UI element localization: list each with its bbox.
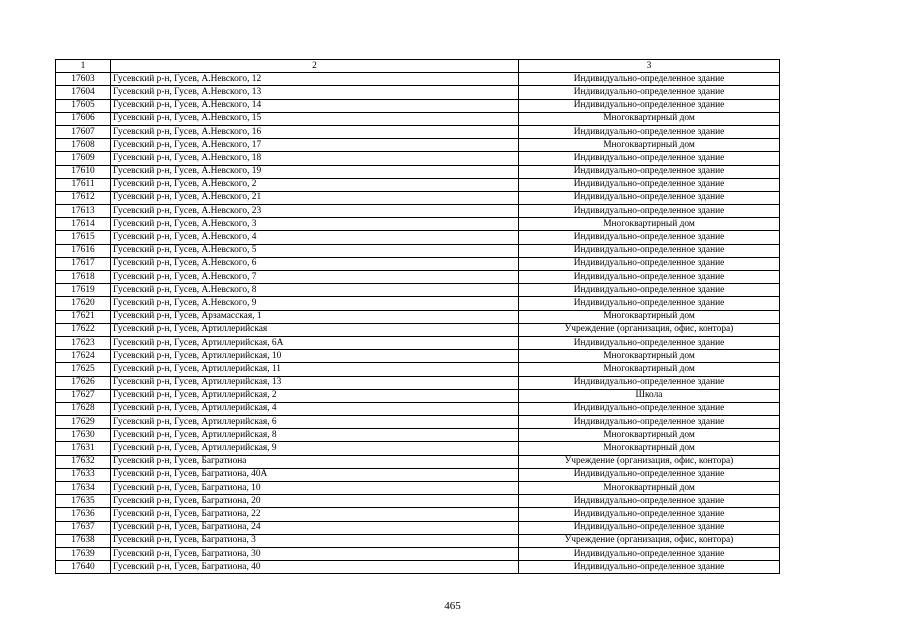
row-building-type: Индивидуально-определенное здание	[519, 468, 780, 481]
row-building-type: Учреждение (организация, офис, контора)	[519, 323, 780, 336]
row-number: 17603	[56, 73, 111, 86]
row-building-type: Индивидуально-определенное здание	[519, 284, 780, 297]
row-building-type: Индивидуально-определенное здание	[519, 178, 780, 191]
table-row	[56, 482, 780, 495]
table-row	[56, 336, 780, 349]
row-address: Гусевский р-н, Гусев, А.Невского, 15	[111, 112, 519, 125]
table-row	[56, 86, 780, 99]
row-address: Гусевский р-н, Гусев, Артиллерийская	[111, 323, 519, 336]
row-address: Гусевский р-н, Гусев, Артиллерийская, 9	[111, 442, 519, 455]
row-address: Гусевский р-н, Гусев, А.Невского, 12	[111, 73, 519, 86]
row-address: Гусевский р-н, Гусев, Артиллерийская, 10	[111, 350, 519, 363]
row-number: 17625	[56, 363, 111, 376]
table-row	[56, 323, 780, 336]
row-number: 17604	[56, 86, 111, 99]
table-row	[56, 429, 780, 442]
table-row	[56, 152, 780, 165]
row-building-type: Индивидуально-определенное здание	[519, 231, 780, 244]
row-building-type: Многоквартирный дом	[519, 363, 780, 376]
column-header-type: 3	[519, 60, 780, 73]
row-address: Гусевский р-н, Гусев, Багратиона	[111, 455, 519, 468]
row-address: Гусевский р-н, Гусев, Багратиона, 40	[111, 561, 519, 574]
row-building-type: Школа	[519, 389, 780, 402]
row-number: 17638	[56, 534, 111, 547]
row-number: 17639	[56, 547, 111, 560]
table-row	[56, 350, 780, 363]
row-number: 17635	[56, 495, 111, 508]
row-building-type: Индивидуально-определенное здание	[519, 508, 780, 521]
table-row	[56, 561, 780, 574]
row-number: 17618	[56, 271, 111, 284]
row-address: Гусевский р-н, Гусев, Багратиона, 22	[111, 508, 519, 521]
table-row	[56, 363, 780, 376]
row-building-type: Многоквартирный дом	[519, 112, 780, 125]
row-number: 17621	[56, 310, 111, 323]
row-building-type: Многоквартирный дом	[519, 310, 780, 323]
row-building-type: Индивидуально-определенное здание	[519, 521, 780, 534]
table-row	[56, 389, 780, 402]
row-address: Гусевский р-н, Гусев, Артиллерийская, 11	[111, 363, 519, 376]
column-header-number: 1	[56, 60, 111, 73]
table-row	[56, 310, 780, 323]
row-number: 17622	[56, 323, 111, 336]
row-building-type: Учреждение (организация, офис, контора)	[519, 534, 780, 547]
table-row	[56, 416, 780, 429]
row-address: Гусевский р-н, Гусев, А.Невского, 7	[111, 271, 519, 284]
table-row	[56, 231, 780, 244]
table-row	[56, 376, 780, 389]
row-building-type: Индивидуально-определенное здание	[519, 205, 780, 218]
row-address: Гусевский р-н, Гусев, Арзамасская, 1	[111, 310, 519, 323]
row-building-type: Индивидуально-определенное здание	[519, 125, 780, 138]
row-address: Гусевский р-н, Гусев, Багратиона, 24	[111, 521, 519, 534]
row-number: 17620	[56, 297, 111, 310]
table-row	[56, 534, 780, 547]
row-number: 17614	[56, 218, 111, 231]
row-number: 17629	[56, 416, 111, 429]
row-address: Гусевский р-н, Гусев, А.Невского, 13	[111, 86, 519, 99]
row-address: Гусевский р-н, Гусев, Артиллерийская, 4	[111, 402, 519, 415]
row-number: 17609	[56, 152, 111, 165]
row-building-type: Многоквартирный дом	[519, 139, 780, 152]
row-building-type: Учреждение (организация, офис, контора)	[519, 455, 780, 468]
row-address: Гусевский р-н, Гусев, Артиллерийская, 6	[111, 416, 519, 429]
table-row	[56, 178, 780, 191]
table-row	[56, 402, 780, 415]
table-row	[56, 271, 780, 284]
row-address: Гусевский р-н, Гусев, Багратиона, 40А	[111, 468, 519, 481]
row-number: 17608	[56, 139, 111, 152]
table-row	[56, 112, 780, 125]
table-row	[56, 205, 780, 218]
table-row	[56, 495, 780, 508]
row-building-type: Многоквартирный дом	[519, 218, 780, 231]
row-number: 17607	[56, 125, 111, 138]
row-building-type: Индивидуально-определенное здание	[519, 336, 780, 349]
row-address: Гусевский р-н, Гусев, Багратиона, 10	[111, 482, 519, 495]
row-building-type: Индивидуально-определенное здание	[519, 547, 780, 560]
row-number: 17628	[56, 402, 111, 415]
table-row	[56, 442, 780, 455]
row-number: 17630	[56, 429, 111, 442]
row-number: 17610	[56, 165, 111, 178]
row-building-type: Индивидуально-определенное здание	[519, 561, 780, 574]
row-number: 17633	[56, 468, 111, 481]
row-address: Гусевский р-н, Гусев, А.Невского, 6	[111, 257, 519, 270]
row-number: 17623	[56, 336, 111, 349]
row-building-type: Индивидуально-определенное здание	[519, 416, 780, 429]
table-row	[56, 508, 780, 521]
row-address: Гусевский р-н, Гусев, Артиллерийская, 13	[111, 376, 519, 389]
row-number: 17606	[56, 112, 111, 125]
row-number: 17631	[56, 442, 111, 455]
row-address: Гусевский р-н, Гусев, Артиллерийская, 6А	[111, 336, 519, 349]
row-number: 17636	[56, 508, 111, 521]
row-building-type: Индивидуально-определенное здание	[519, 244, 780, 257]
row-address: Гусевский р-н, Гусев, А.Невского, 16	[111, 125, 519, 138]
table-row	[56, 218, 780, 231]
row-number: 17611	[56, 178, 111, 191]
row-building-type: Индивидуально-определенное здание	[519, 191, 780, 204]
row-building-type: Индивидуально-определенное здание	[519, 271, 780, 284]
row-address: Гусевский р-н, Гусев, Артиллерийская, 8	[111, 429, 519, 442]
row-building-type: Многоквартирный дом	[519, 482, 780, 495]
row-building-type: Индивидуально-определенное здание	[519, 297, 780, 310]
row-building-type: Многоквартирный дом	[519, 350, 780, 363]
row-number: 17617	[56, 257, 111, 270]
table-row	[56, 125, 780, 138]
row-address: Гусевский р-н, Гусев, А.Невского, 2	[111, 178, 519, 191]
row-address: Гусевский р-н, Гусев, Артиллерийская, 2	[111, 389, 519, 402]
table-row	[56, 244, 780, 257]
row-address: Гусевский р-н, Гусев, А.Невского, 5	[111, 244, 519, 257]
row-number: 17624	[56, 350, 111, 363]
row-building-type: Индивидуально-определенное здание	[519, 257, 780, 270]
page-number: 465	[444, 600, 461, 612]
table-row	[56, 468, 780, 481]
row-number: 17626	[56, 376, 111, 389]
row-address: Гусевский р-н, Гусев, А.Невского, 21	[111, 191, 519, 204]
table-header-row	[56, 60, 780, 73]
table-row	[56, 257, 780, 270]
row-number: 17605	[56, 99, 111, 112]
row-building-type: Индивидуально-определенное здание	[519, 99, 780, 112]
row-building-type: Индивидуально-определенное здание	[519, 152, 780, 165]
row-building-type: Индивидуально-определенное здание	[519, 165, 780, 178]
row-building-type: Многоквартирный дом	[519, 429, 780, 442]
table-row	[56, 165, 780, 178]
row-number: 17627	[56, 389, 111, 402]
table-row	[56, 191, 780, 204]
row-address: Гусевский р-н, Гусев, А.Невского, 8	[111, 284, 519, 297]
row-building-type: Индивидуально-определенное здание	[519, 402, 780, 415]
row-address: Гусевский р-н, Гусев, Багратиона, 20	[111, 495, 519, 508]
row-address: Гусевский р-н, Гусев, Багратиона, 3	[111, 534, 519, 547]
row-address: Гусевский р-н, Гусев, А.Невского, 4	[111, 231, 519, 244]
row-address: Гусевский р-н, Гусев, А.Невского, 9	[111, 297, 519, 310]
table-row	[56, 521, 780, 534]
row-number: 17632	[56, 455, 111, 468]
row-address: Гусевский р-н, Гусев, Багратиона, 30	[111, 547, 519, 560]
row-number: 17616	[56, 244, 111, 257]
building-registry-table	[55, 59, 780, 574]
table-body	[56, 73, 780, 574]
row-number: 17637	[56, 521, 111, 534]
row-building-type: Индивидуально-определенное здание	[519, 86, 780, 99]
row-address: Гусевский р-н, Гусев, А.Невского, 19	[111, 165, 519, 178]
row-number: 17640	[56, 561, 111, 574]
row-address: Гусевский р-н, Гусев, А.Невского, 14	[111, 99, 519, 112]
row-building-type: Индивидуально-определенное здание	[519, 376, 780, 389]
row-number: 17634	[56, 482, 111, 495]
table-row	[56, 139, 780, 152]
row-building-type: Индивидуально-определенное здание	[519, 495, 780, 508]
row-building-type: Индивидуально-определенное здание	[519, 73, 780, 86]
table-row	[56, 297, 780, 310]
row-building-type: Многоквартирный дом	[519, 442, 780, 455]
table-row	[56, 99, 780, 112]
row-number: 17615	[56, 231, 111, 244]
table-row	[56, 284, 780, 297]
table-row	[56, 73, 780, 86]
table-row	[56, 547, 780, 560]
row-number: 17619	[56, 284, 111, 297]
row-address: Гусевский р-н, Гусев, А.Невского, 3	[111, 218, 519, 231]
row-number: 17613	[56, 205, 111, 218]
table-row	[56, 455, 780, 468]
column-header-address: 2	[111, 60, 519, 73]
row-address: Гусевский р-н, Гусев, А.Невского, 23	[111, 205, 519, 218]
row-address: Гусевский р-н, Гусев, А.Невского, 18	[111, 152, 519, 165]
row-number: 17612	[56, 191, 111, 204]
row-address: Гусевский р-н, Гусев, А.Невского, 17	[111, 139, 519, 152]
